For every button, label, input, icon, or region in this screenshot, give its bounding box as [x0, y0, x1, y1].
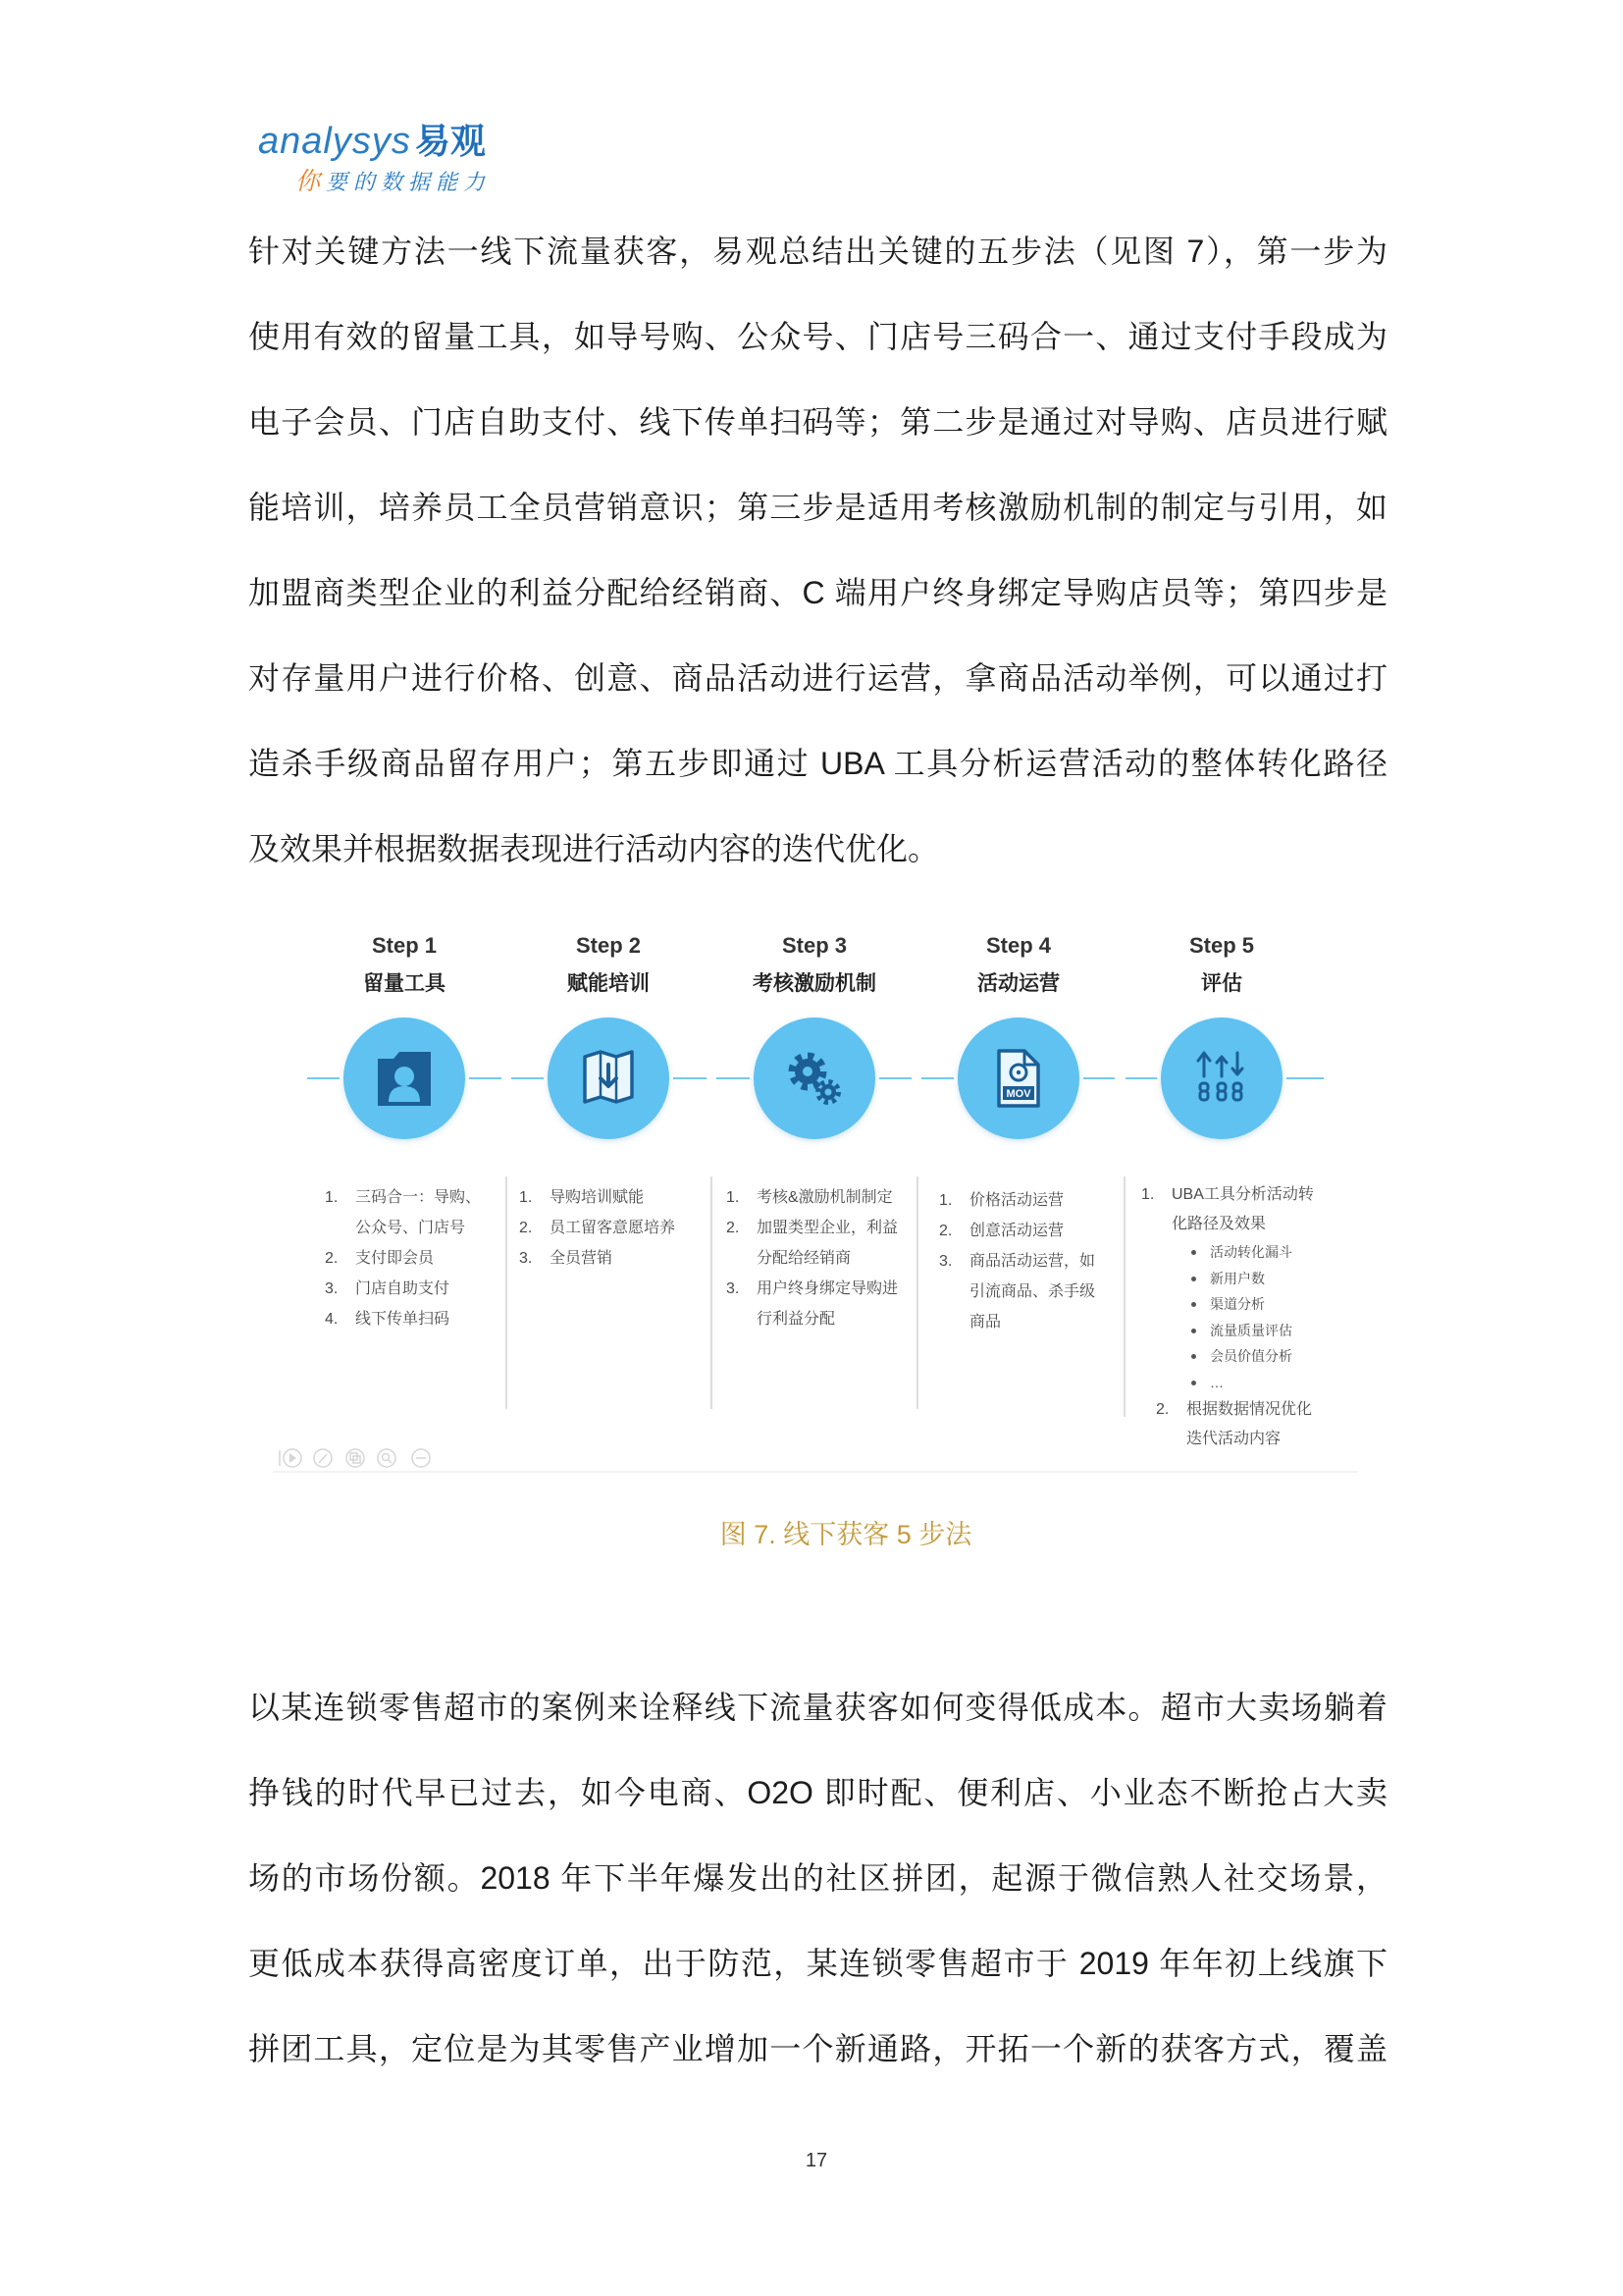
text-line: 能培训，培养员工全员营销意识；第三步是适用考核激励机制的制定与引用，如 [248, 489, 1387, 525]
list-item [1141, 1180, 1314, 1395]
text-line: 及效果并根据数据表现进行活动内容的迭代优化。 [248, 830, 940, 866]
bullet-dot-icon [1191, 1329, 1196, 1333]
list-item [1156, 1395, 1314, 1454]
list-text [757, 1213, 898, 1274]
list-line: 商品 [969, 1313, 1002, 1331]
list-line: 价格活动运营 [969, 1191, 1065, 1209]
list-line: 迭代活动内容 [1186, 1431, 1282, 1447]
step-2-title: 赋能培训 [567, 972, 650, 995]
text-line: 以某连锁零售超市的案例来诠释线下流量获客如何变得低成本。超市大卖场躺着 [248, 1689, 1387, 1725]
logo-brand: analysys [258, 121, 411, 162]
list-number: 1. [1141, 1186, 1155, 1203]
sub-bullet-text: 渠道分析 [1210, 1296, 1265, 1312]
list-text [757, 1182, 898, 1213]
list-line: 加盟类型企业，利益 [757, 1219, 899, 1236]
sub-bullet-item [1172, 1266, 1314, 1292]
text-line: 挣钱的时代早已过去，如今电商、O2O 即时配、便利店、小业态不断抢占大卖 [248, 1774, 1387, 1810]
zoom-icon [378, 1449, 395, 1467]
text-line: 针对关键方法一线下流量获客，易观总结出关键的五步法（见图 7），第一步为 [248, 233, 1387, 269]
list-text [355, 1243, 481, 1274]
logo-slogan-first: 你 [295, 168, 327, 195]
list-number: 2. [726, 1219, 740, 1236]
list-line: 用户终身绑定导购进 [757, 1279, 899, 1297]
pen-icon [314, 1449, 332, 1467]
paragraph-2 [248, 1665, 1387, 2092]
paragraph-1 [248, 209, 1387, 892]
logo-brand-cn: 易观 [414, 121, 486, 161]
list-line: 引流商品、杀手级 [969, 1282, 1096, 1300]
logo-slogan [295, 167, 491, 197]
list-text [355, 1274, 481, 1304]
list-item [939, 1216, 1095, 1246]
step-1-label: Step 1 [371, 933, 438, 958]
contact-card-icon [378, 1052, 431, 1106]
text-line: 场的市场份额。2018 年下半年爆发出的社区拼团，起源于微信熟人社交场景， [248, 1859, 1387, 1896]
step-5-list [1141, 1180, 1314, 1454]
list-number: 1. [325, 1188, 339, 1206]
text-line: 电子会员、门店自助支付、线下传单扫码等；第二步是通过对导购、店员进行赋 [248, 403, 1387, 440]
list-item [726, 1213, 898, 1274]
sub-bullet-list [1172, 1239, 1314, 1395]
step-4-title: 活动运营 [977, 972, 1060, 995]
text-line: 拼团工具，定位是为其零售产业增加一个新通路，开拓一个新的获客方式，覆盖 [248, 2030, 1387, 2066]
text-line: 造杀手级商品留存用户；第五步即通过 UBA 工具分析运营活动的整体转化路径 [248, 745, 1387, 781]
bullet-dot-icon [1191, 1381, 1196, 1385]
list-text [550, 1243, 675, 1274]
list-text [757, 1274, 898, 1334]
list-item [939, 1246, 1095, 1337]
list-item [939, 1185, 1095, 1216]
play-icon [284, 1449, 301, 1467]
step-5-label: Step 5 [1188, 933, 1255, 958]
list-number: 3. [726, 1279, 740, 1297]
logo [258, 118, 486, 173]
list-line: 分配给经销商 [757, 1249, 852, 1267]
step-3-list [726, 1182, 898, 1334]
bullet-dot-icon [1191, 1302, 1196, 1307]
step-5-title: 评估 [1201, 972, 1242, 995]
bullet-dot-icon [1191, 1277, 1196, 1281]
list-item [325, 1304, 481, 1334]
list-text [550, 1213, 675, 1243]
text-line: 对存量用户进行价格、创意、商品活动进行运营，拿商品活动举例，可以通过打 [248, 659, 1387, 696]
list-item [519, 1182, 675, 1213]
list-line: 门店自助支付 [355, 1279, 450, 1297]
list-text [1186, 1395, 1314, 1454]
list-line: 支付即会员 [355, 1249, 435, 1267]
list-item [726, 1274, 898, 1334]
list-number: 1. [726, 1188, 740, 1206]
sub-bullet-item [1172, 1291, 1314, 1318]
step-1-title: 留量工具 [363, 972, 445, 995]
list-item [325, 1182, 481, 1243]
text-line: 更低成本获得高密度订单，出于防范，某连锁零售超市于 2019 年年初上线旗下 [248, 1945, 1387, 1981]
list-text [969, 1185, 1095, 1216]
list-item [325, 1274, 481, 1304]
training-download-icon [585, 1052, 632, 1102]
sub-bullet-text: 活动转化漏斗 [1210, 1244, 1292, 1260]
text-line: 使用有效的留量工具，如导号购、公众号、门店号三码合一、通过支付手段成为 [248, 318, 1387, 354]
sub-bullet-item [1172, 1239, 1314, 1266]
list-text [550, 1182, 675, 1213]
list-line: 化路径及效果 [1172, 1216, 1267, 1232]
list-number: 2. [939, 1222, 953, 1239]
step-4-list [939, 1185, 1095, 1337]
text-line: 加盟商类型企业的利益分配给经销商、C 端用户终身绑定导购店员等；第四步是 [248, 574, 1387, 610]
list-text [1172, 1180, 1314, 1239]
list-number: 3. [519, 1249, 533, 1267]
minus-icon [412, 1449, 430, 1467]
step-2-list [519, 1182, 675, 1274]
list-line: 三码合一：导购、 [355, 1188, 482, 1206]
step-3-label: Step 3 [781, 933, 848, 958]
step-5-circle [1161, 1018, 1283, 1139]
list-line: 线下传单扫码 [355, 1310, 450, 1328]
list-line: 考核&激励机制制定 [757, 1188, 893, 1206]
sub-bullet-text: … [1210, 1374, 1224, 1390]
list-number: 4. [325, 1310, 339, 1328]
sub-bullet-text: 新用户数 [1210, 1270, 1265, 1286]
list-line: 公众号、门店号 [355, 1219, 466, 1236]
list-line: 行利益分配 [757, 1310, 836, 1328]
step-1-list [325, 1182, 481, 1334]
page-number: 17 [805, 2150, 828, 2171]
copy-icon [346, 1449, 364, 1467]
sub-bullet-item [1172, 1318, 1314, 1344]
sub-bullet-item [1172, 1343, 1314, 1370]
list-number: 1. [939, 1191, 953, 1209]
list-item [519, 1243, 675, 1274]
five-step-figure [265, 913, 1374, 1482]
mov-file-icon [999, 1051, 1038, 1106]
list-line: 全员营销 [550, 1249, 613, 1267]
list-line: 员工留客意愿培养 [550, 1219, 676, 1236]
bullet-dot-icon [1191, 1250, 1196, 1255]
logo-slogan-rest: 要的数据能力 [326, 170, 492, 194]
list-line: UBA工具分析活动转 [1172, 1186, 1314, 1203]
list-line: 导购培训赋能 [550, 1188, 645, 1206]
list-line: 创意活动运营 [969, 1222, 1065, 1239]
list-line: 根据数据情况优化 [1186, 1401, 1313, 1418]
list-item [519, 1213, 675, 1243]
bullet-dot-icon [1191, 1354, 1196, 1359]
list-line: 商品活动运营，如 [969, 1252, 1096, 1270]
list-text [355, 1182, 481, 1243]
list-text [969, 1246, 1095, 1337]
sub-bullet-text: 会员价值分析 [1210, 1348, 1292, 1364]
sub-bullet-text: 流量质量评估 [1210, 1322, 1292, 1338]
list-text [969, 1216, 1095, 1246]
list-item [726, 1182, 898, 1213]
list-number: 3. [939, 1252, 953, 1270]
list-number: 2. [519, 1219, 533, 1236]
list-number: 2. [325, 1249, 339, 1267]
list-number: 2. [1156, 1401, 1170, 1418]
sub-bullet-item [1172, 1370, 1314, 1396]
list-number: 3. [325, 1279, 339, 1297]
step-4-label: Step 4 [985, 933, 1052, 958]
list-number: 1. [519, 1188, 533, 1206]
figure-caption: 图 7. 线下获客 5 步法 [719, 1520, 972, 1549]
step-2-label: Step 2 [575, 933, 642, 958]
list-item [325, 1243, 481, 1274]
list-text [355, 1304, 481, 1334]
mov-file-label: MOV [1006, 1088, 1031, 1100]
step-3-title: 考核激励机制 [753, 972, 876, 995]
